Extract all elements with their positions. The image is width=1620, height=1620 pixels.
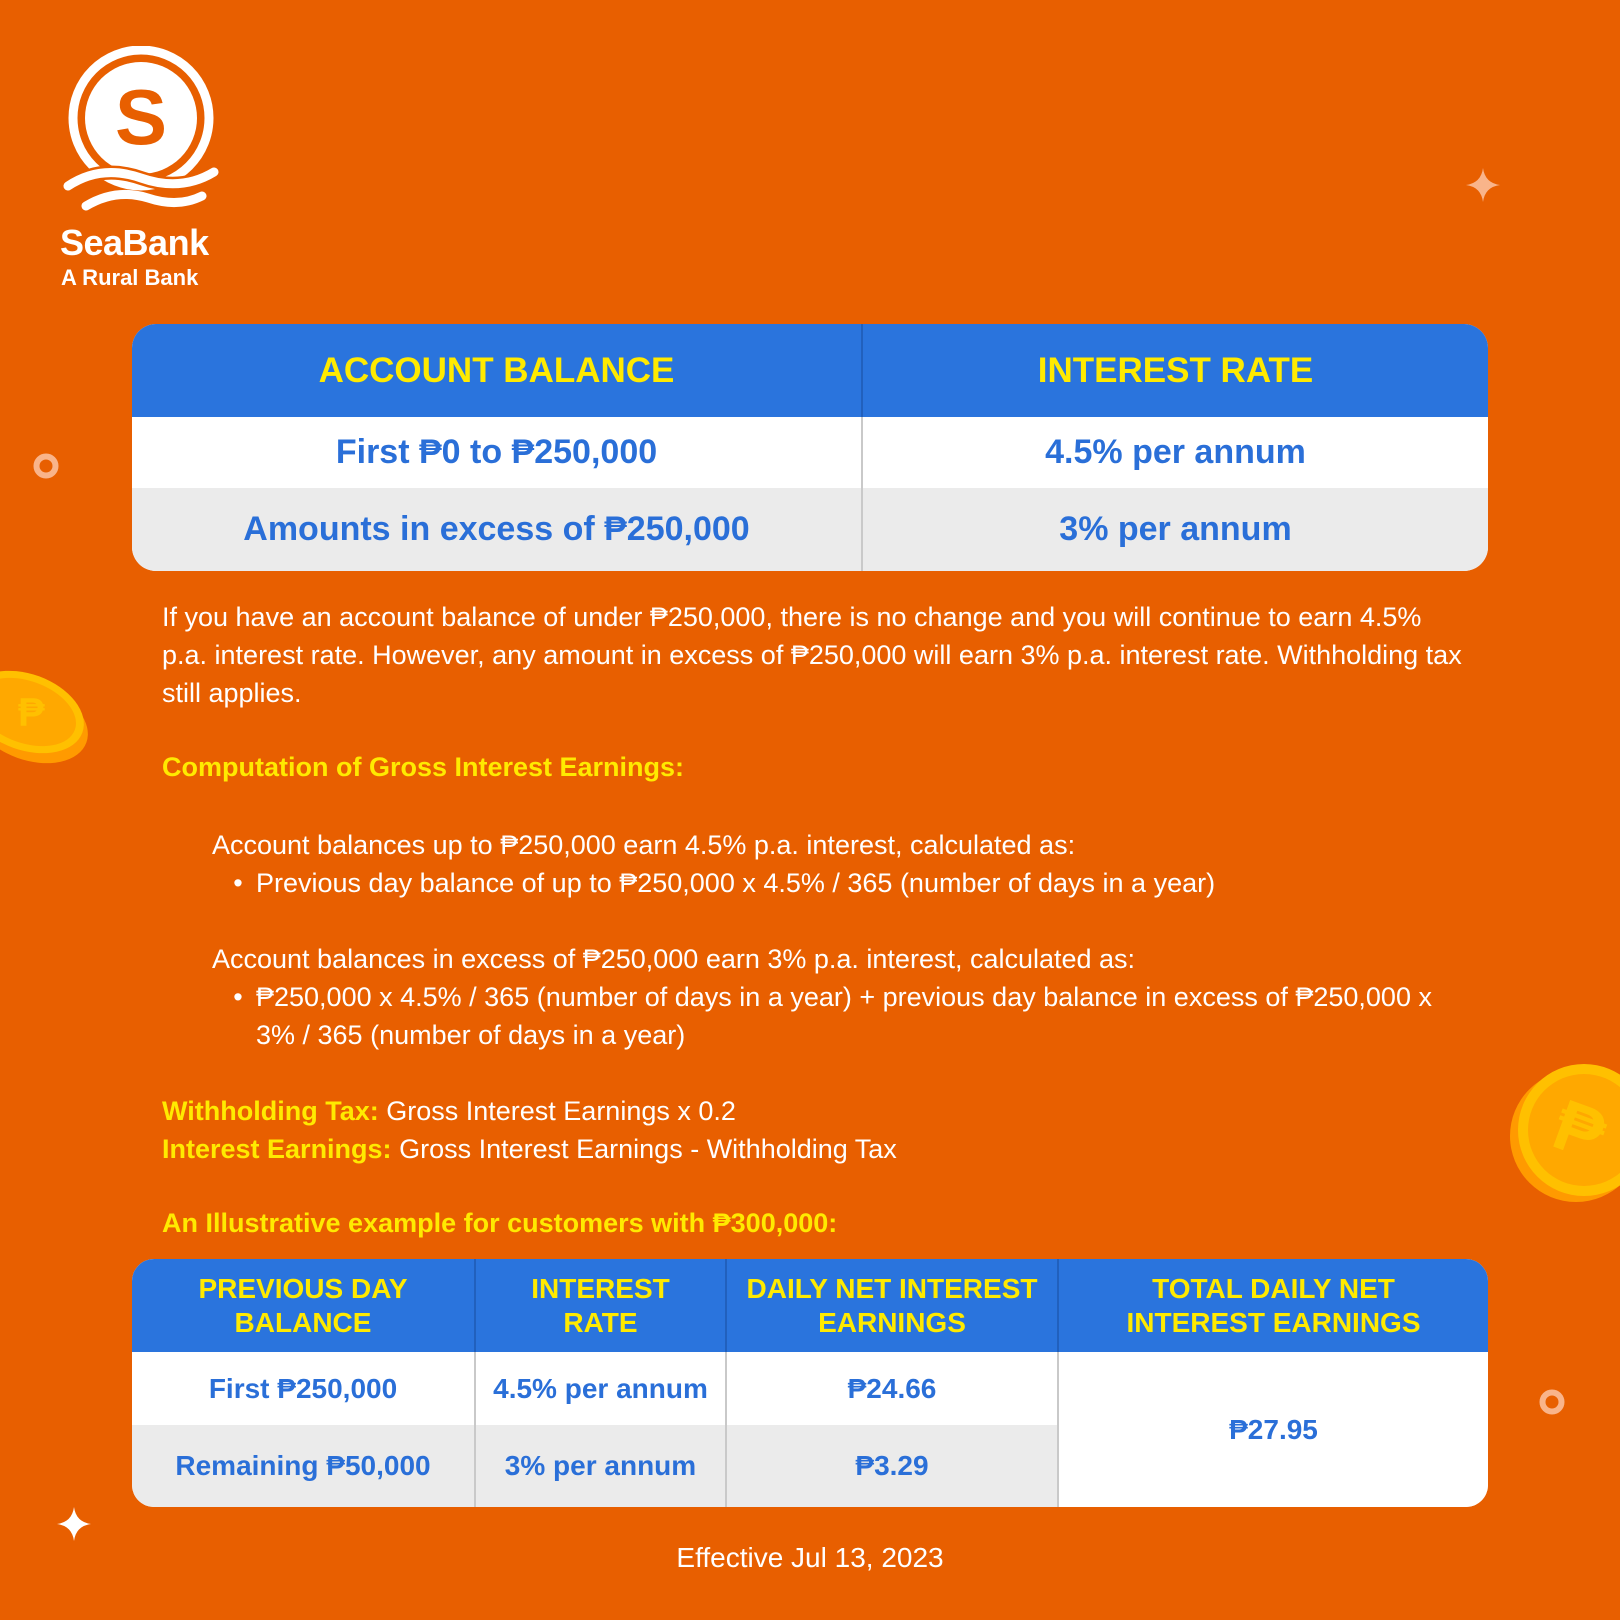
brand-name: SeaBank [60,222,209,263]
header-interest-rate: INTEREST RATE [476,1259,727,1352]
svg-text:₱: ₱ [1543,1084,1616,1177]
computation-intro: Account balances up to ₱250,000 earn 4.5% p.a. interest, calculated as: [212,830,1076,860]
interest-earnings-label: Interest Earnings: [162,1134,392,1164]
example-table [132,1259,1488,1507]
example-heading: An Illustrative example for customers with ₱300,000: [162,1208,838,1238]
withholding-tax-formula [162,1092,736,1130]
effective-date: Effective Jul 13, 2023 [676,1542,944,1573]
computation-block-2 [212,940,1452,1054]
rate-cell: 4.5% per annum [476,1352,727,1425]
balance-cell: Remaining ₱50,000 [132,1425,476,1507]
rate-cell: 4.5% per annum [863,417,1488,488]
peso-coin-icon [0,660,92,772]
withholding-tax-label: Withholding Tax: [162,1096,379,1126]
header-account-balance: ACCOUNT BALANCE [132,324,863,417]
svg-text:S: S [114,73,168,161]
interest-earnings-value: Gross Interest Earnings - Withholding Tax [399,1134,897,1164]
bullet-icon: • [233,868,243,898]
interest-rate-table [132,324,1488,571]
bullet-text: ₱250,000 x 4.5% / 365 (number of days in a year) + previous day balance in excess of ₱250,000 x 3% / 365 (number of days in a year) [256,982,1432,1050]
computation-heading: Computation of Gross Interest Earnings: [162,752,685,782]
computation-bullet [212,978,1452,1054]
bullet-text: Previous day balance of up to ₱250,000 x 4.5% / 365 (number of days in a year) [256,868,1216,898]
bullet-icon: • [233,982,243,1012]
sparkle-icon [1466,168,1500,202]
balance-cell: First ₱0 to ₱250,000 [132,417,863,488]
balance-cell: Amounts in excess of ₱250,000 [132,488,863,571]
peso-coin-icon [1500,1058,1620,1204]
header-total-daily-net-interest: TOTAL DAILY NET INTEREST EARNINGS [1059,1259,1488,1352]
seabank-logo-icon [56,46,226,216]
sparkle-icon [57,1507,91,1541]
total-earnings-cell: ₱27.95 [1059,1352,1488,1507]
computation-block-1 [212,826,1462,902]
intro-paragraph: If you have an account balance of under ₱250,000, there is no change and you will continue to earn 4.5% p.a. interest rate. However, any amount in excess of ₱250,000 will earn 3% p.a. interest rate. Withholding tax still applies. [162,602,1462,708]
brand-tagline: A Rural Bank [61,265,199,290]
computation-bullet [212,864,1462,902]
daily-earnings-cell: ₱3.29 [727,1425,1059,1507]
withholding-tax-value: Gross Interest Earnings x 0.2 [386,1096,736,1126]
daily-earnings-cell: ₱24.66 [727,1352,1059,1425]
seabank-logo [56,46,226,216]
rate-cell: 3% per annum [863,488,1488,571]
svg-text:₱: ₱ [18,691,45,735]
rate-cell: 3% per annum [476,1425,727,1507]
ring-icon [1538,1388,1566,1416]
header-previous-day-balance: PREVIOUS DAY BALANCE [132,1259,476,1352]
balance-cell: First ₱250,000 [132,1352,476,1425]
header-daily-net-interest: DAILY NET INTEREST EARNINGS [727,1259,1059,1352]
interest-earnings-formula [162,1130,897,1168]
header-interest-rate: INTEREST RATE [863,324,1488,417]
computation-intro: Account balances in excess of ₱250,000 earn 3% p.a. interest, calculated as: [212,944,1136,974]
ring-icon [32,452,60,480]
